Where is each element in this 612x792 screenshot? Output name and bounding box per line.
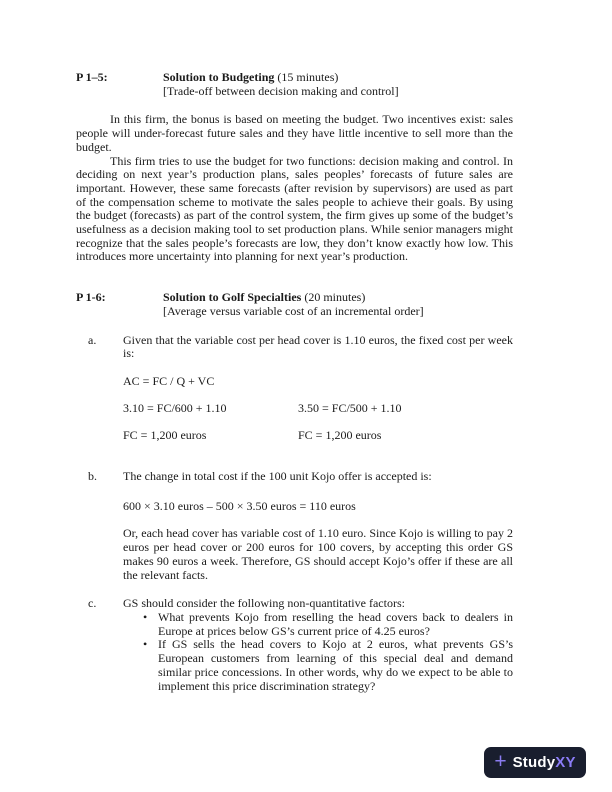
plus-icon: + — [494, 750, 507, 773]
paragraph: This firm tries to use the budget for two functions: decision making and control. In deciding on next year’s production plans, sales peoples’ forecasts of future sales are important. However, these same forecasts (after revision by supervisors) are used as part of the compensation scheme to motivate the sales people to achieve their goals. By using the budget (forecasts) as part of the control system, the firm gives up some of the budget’s usefulness as a decision making tool to set production plans. While senior managers might recognize that the sales people’s forecasts are low, they don’t know exactly how low. This introduces more uncertainty into planning for next year’s production. — [76, 153, 513, 264]
problem-title: Solution to Budgeting — [163, 70, 275, 84]
problem-subtitle: [Trade-off between decision making and control] — [163, 83, 399, 98]
equation-average-cost: AC = FC / Q + VC — [123, 373, 215, 388]
bullet-text: If GS sells the head covers to Kojo at 2 euros, what prevents GS’s European customers from learning of this special deal and demand similar price concessions. In other words, why do we expect to be able to implement this price discrimination strategy? — [158, 637, 513, 693]
bullet-text: What prevents Kojo from reselling the head covers back to dealers in Europe at prices below GS’s current price of 4.25 euros? — [158, 609, 513, 638]
item-text: Given that the variable cost per head cover is 1.10 euros, the fixed cost per week is: — [123, 332, 513, 361]
logo-text-accent: XY — [555, 753, 576, 771]
equation-row — [123, 429, 513, 443]
problem-subtitle: [Average versus variable cost of an incremental order] — [163, 303, 424, 318]
item-label: b. — [88, 469, 97, 484]
problem-title-block — [163, 71, 513, 98]
equation-fc-result-2: FC = 1,200 euros — [298, 428, 382, 443]
item-label: a. — [88, 332, 97, 347]
problem-duration: (20 minutes) — [301, 290, 366, 305]
equation-fc-result-1: FC = 1,200 euros — [123, 428, 207, 443]
bullet-item — [123, 638, 513, 693]
problem-title-block — [163, 291, 513, 318]
page-content — [76, 0, 513, 693]
list-item-b — [76, 470, 513, 484]
bullet-marker: • — [143, 609, 148, 624]
item-text: GS should consider the following non-quantitative factors: — [123, 596, 405, 611]
paragraph: Or, each head cover has variable cost of 1.10 euro. Since Kojo is willing to pay 2 euros per head cover or 200 euros for 100 covers, by accepting this order GS makes 90 euros a week. Therefore, GS should accept Kojo’s offer if these are all the relevant facts. — [123, 526, 513, 582]
problem-1-5-heading — [76, 71, 513, 98]
paragraph: In this firm, the bonus is based on meeting the budget. Two incentives exist: sales people will under-forecast future sales and they have little incentive to sell more than the budget. — [76, 112, 513, 154]
problem-title-line — [163, 71, 513, 85]
equation-fc-500: 3.50 = FC/500 + 1.10 — [298, 400, 402, 415]
list-item-a — [76, 334, 513, 361]
problem-duration: (15 minutes) — [274, 70, 339, 84]
problem-1-6-section — [76, 291, 513, 693]
item-c-body — [123, 597, 513, 693]
item-label: c. — [88, 596, 97, 611]
equation-row — [123, 402, 513, 416]
problem-1-5-section — [76, 71, 513, 264]
bullet-marker: • — [143, 637, 148, 652]
list-item-c — [76, 597, 513, 693]
equation-fc-600: 3.10 = FC/600 + 1.10 — [123, 400, 227, 415]
problem-title-line — [163, 291, 513, 305]
problem-title: Solution to Golf Specialties — [163, 290, 302, 305]
problem-label: P 1-6: — [76, 290, 106, 305]
studyxy-badge — [484, 747, 586, 778]
logo-text: Study — [512, 753, 556, 771]
problem-label: P 1–5: — [76, 70, 108, 84]
equation-cost-change: 600 × 3.10 euros – 500 × 3.50 euros = 110 euros — [123, 498, 356, 513]
problem-1-6-heading — [76, 291, 513, 318]
bullet-item — [123, 611, 513, 638]
item-text: The change in total cost if the 100 unit Kojo offer is accepted is: — [123, 469, 432, 484]
